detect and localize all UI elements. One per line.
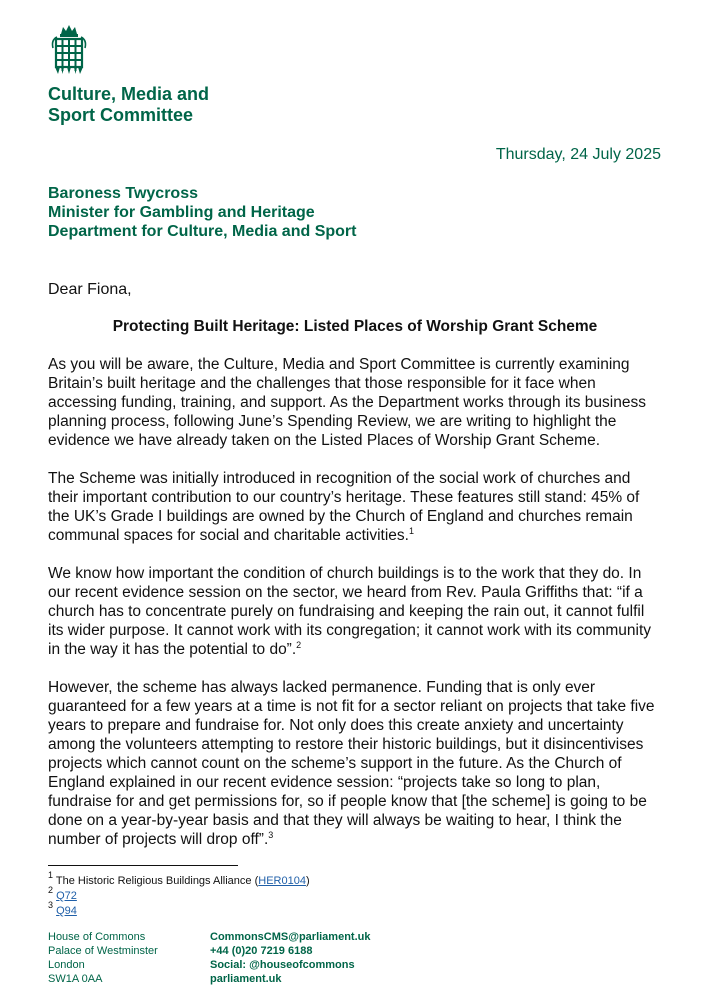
recipient-block (48, 184, 356, 241)
footnote-2-number: 2 (48, 885, 54, 895)
footnote-ref-2[interactable]: 2 (296, 640, 302, 650)
paragraph-2 (48, 469, 662, 545)
footnote-2 (48, 885, 310, 904)
recipient-department: Department for Culture, Media and Sport (48, 223, 357, 240)
footer-address (48, 930, 158, 986)
footnote-1-link[interactable]: HER0104 (258, 875, 306, 887)
contact-phone: +44 (0)20 7219 6188 (210, 945, 313, 957)
paragraph-1-text: As you will be aware, the Culture, Media and Sport Committee is currently examining Britain’s built heritage and the challenges that those responsible for it face when accessing funding, training, and support. As the Department works through its business planning process, following June’s Spending Review, we are writing to highlight the evidence we have already taken on the Listed Places of Worship Grant Scheme. (48, 356, 646, 449)
footnote-divider (48, 865, 238, 866)
footnote-1-text: The Historic Religious Buildings Alliance ( (55, 875, 259, 887)
footnote-1-close: ) (305, 875, 310, 887)
address-line: Palace of Westminster (48, 945, 158, 957)
contact-website[interactable]: parliament.uk (210, 973, 282, 985)
paragraph-1 (48, 355, 662, 450)
footnote-3-link[interactable]: Q94 (56, 905, 77, 917)
footnote-1 (48, 870, 310, 889)
address-line: London (48, 959, 85, 971)
recipient-name: Baroness Twycross (48, 185, 198, 202)
footnote-ref-1[interactable]: 1 (408, 526, 414, 536)
paragraph-4-text: However, the scheme has always lacked permanence. Funding that is only ever guaranteed for a few years at a time is not fit for a sector reliant on projects that take five years to prepare and fundraise for. Not only does this create anxiety and uncertainty among the volunteers attempting to restore their historic buildings, but it disincentivises projects which cannot count on the scheme’s support in the future. As the Church of England explained in our recent evidence session: “projects take so long to plan, fundraise for and get permissions for, so if people know that [the scheme] is going to be done on a year-by-year basis and that they will always be waiting to hear, I think the number of projects will drop off”. (48, 679, 655, 848)
address-line: SW1A 0AA (48, 973, 103, 985)
letter-subject: Protecting Built Heritage: Listed Places of Worship Grant Scheme (112, 318, 598, 335)
letter-date: Thursday, 24 July 2025 (495, 146, 661, 163)
footnote-ref-3[interactable]: 3 (268, 830, 274, 840)
portcullis-icon (47, 24, 91, 76)
paragraph-2-text: The Scheme was initially introduced in recognition of the social work of churches and their important contribution to our country’s heritage. These features still stand: 45% of the UK’s Grade I buildings are owned by the Church of England and churches remain communal spaces for social and charitable activities. (48, 470, 640, 544)
footnote-3 (48, 900, 310, 919)
footnote-2-link[interactable]: Q72 (56, 890, 77, 902)
committee-name-line2: Sport Committee (48, 105, 194, 125)
salutation: Dear Fiona, (48, 281, 132, 298)
paragraph-3 (48, 564, 662, 659)
recipient-title: Minister for Gambling and Heritage (48, 204, 315, 221)
footer-contact (210, 930, 370, 986)
footnotes (48, 870, 310, 919)
paragraph-3-text: We know how important the condition of church buildings is to the work that they do. In our recent evidence session on the sector, we heard from Rev. Paula Griffiths that: “if a church has to concentrate purely on fundraising and keeping the rain out, it cannot fulfil its wider purpose. It cannot work with its congregation; it cannot work with its community in the way it has the potential to do”. (48, 565, 652, 658)
footnote-1-number: 1 (48, 870, 54, 880)
contact-email[interactable]: CommonsCMS@parliament.uk (210, 931, 371, 943)
contact-social: Social: @houseofcommons (210, 959, 355, 971)
letter-body (48, 355, 662, 849)
paragraph-4 (48, 678, 662, 849)
committee-name (48, 84, 209, 126)
address-line: House of Commons (48, 931, 146, 943)
committee-name-line1: Culture, Media and (48, 84, 210, 104)
footnote-3-number: 3 (48, 900, 54, 910)
